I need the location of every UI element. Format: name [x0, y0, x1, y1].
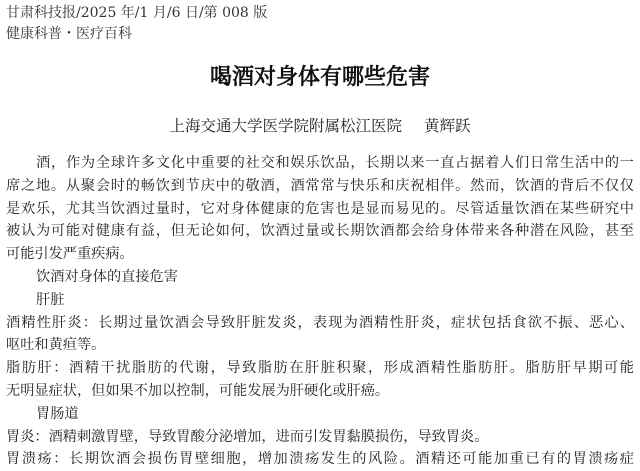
paragraph-line: 被认为可能对健康有益，但无论如何，饮酒过量或长期饮酒都会给身体带来各种潜在风险，甚至 [6, 223, 634, 240]
paragraph-line: 脂肪肝：酒精干扰脂肪的代谢，导致脂肪在肝脏积聚，形成酒精性脂肪肝。脂肪肝早期可能 [6, 360, 634, 377]
subsection-heading-liver: 肝脏 [36, 291, 65, 308]
newspaper-masthead: 甘肃科技报/2025 年/1 月/6 日/第 008 版 [6, 5, 268, 21]
author-name: 黄辉跃 [424, 117, 471, 135]
section-label: 健康科普・医疗百科 [6, 26, 132, 42]
paragraph-line: 酒精性肝炎：长期过量饮酒会导致肝脏发炎，表现为酒精性肝炎，症状包括食欲不振、恶心、 [6, 314, 634, 331]
paragraph-line: 胃溃疡：长期饮酒会损伤胃壁细胞，增加溃疡发生的风险。酒精还可能加重已有的胃溃疡症 [6, 451, 634, 468]
paragraph-line: 呕吐和黄疸等。 [6, 337, 106, 354]
subsection-heading-gastrointestinal: 胃肠道 [36, 405, 79, 422]
author-organization: 上海交通大学医学院附属松江医院 [169, 117, 402, 135]
section-heading: 饮酒对身体的直接危害 [36, 268, 178, 285]
paragraph-line: 胃炎：酒精刺激胃壁，导致胃酸分泌增加，进而引发胃黏膜损伤，导致胃炎。 [6, 428, 489, 445]
paragraph-line: 是欢乐，尤其当饮酒过量时，它对身体健康的危害也是显而易见的。尽管适量饮酒在某些研究中 [6, 200, 634, 217]
paragraph-line: 酒，作为全球许多文化中重要的社交和娱乐饮品，长期以来一直占据着人们日常生活中的一 [36, 155, 634, 171]
article-body [6, 152, 634, 471]
article-title: 喝酒对身体有哪些危害 [209, 65, 430, 90]
paragraph-line: 席之地。从聚会时的畅饮到节庆中的敬酒，酒常常与快乐和庆祝相伴。然而，饮酒的背后不仅仅 [6, 177, 634, 194]
paragraph-line: 无明显症状，但如果不加以控制，可能发展为肝硬化或肝癌。 [6, 382, 390, 399]
paragraph-line: 可能引发严重疾病。 [6, 246, 134, 263]
article-byline [0, 114, 640, 136]
